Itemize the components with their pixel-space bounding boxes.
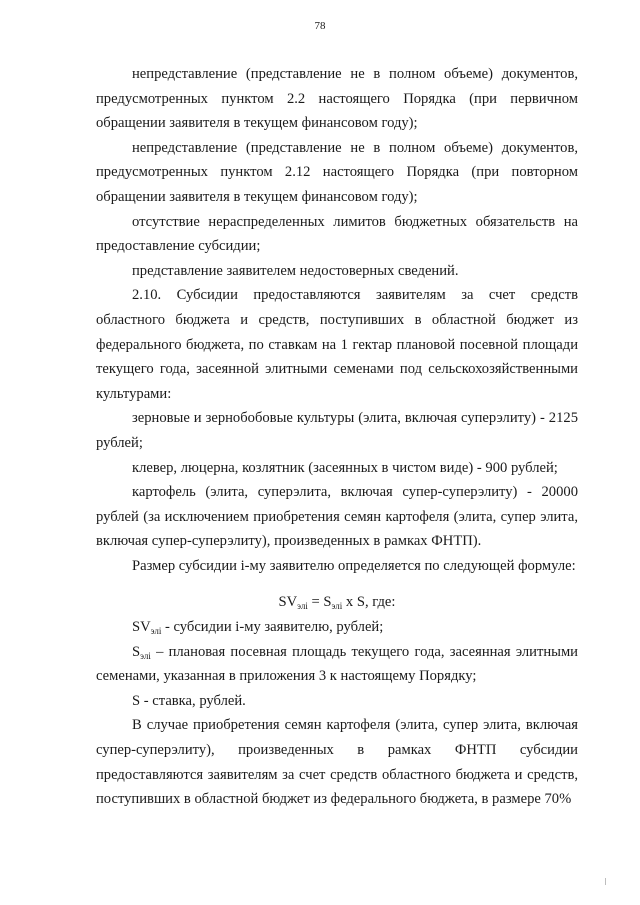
- paragraph-nonsubmission-2-2: непредставление (представление не в полном объеме) документов, предусмотренных пунктом 2.2 настоящего Порядка (при первичном обращении заявителя в текущем финансовом году);: [96, 66, 578, 132]
- formula-lhs-sub: элi: [297, 601, 308, 612]
- definition-text: - ставка, рублей.: [140, 692, 246, 709]
- paragraph-potato-rate: картофель (элита, суперэлита, включая супер-суперэлиту) - 20000 рублей (за исключением приобретения семян картофеля (элита, супер элита, включая супер-суперэлиту), произведенных в рамках ФНТП).: [96, 484, 578, 550]
- definition-text: – плановая посевная площадь текущего года, засеянная элитными семенами, указанная в приложения 3 к настоящему Порядку;: [96, 643, 578, 685]
- scan-edge-mark: [605, 878, 606, 885]
- subsidy-formula: [96, 590, 578, 615]
- definition-text: - субсидии i-му заявителю, рублей;: [161, 619, 384, 636]
- paragraph-nonsubmission-2-12: непредставление (представление не в полном объеме) документов, предусмотренных пунктом 2.12 настоящего Порядка (при повторном обращении заявителя в текущем финансовом году);: [96, 139, 578, 205]
- paragraph-section-2-10: 2.10. Субсидии предоставляются заявителям за счет средств областного бюджета и средств, поступивших в областной бюджет из федерального бюджета, по ставкам на 1 гектар плановой посевной площади текущего года, засеянной элитными семенами под сельскохозяйственными культурами:: [96, 287, 578, 402]
- formula-equals: =: [307, 594, 324, 611]
- definition-symbol: SV: [132, 619, 151, 636]
- page-number: 78: [314, 20, 326, 32]
- paragraph-potato-fntp: В случае приобретения семян картофеля (элита, супер элита, включая супер-суперэлиту), произведенных в рамках ФНТП субсидии предоставляются заявителям за счет средств областного бюджета и средств, поступивших в областной бюджет из федерального бюджета, в размере 70%: [96, 717, 578, 808]
- paragraph-false-info: представление заявителем недостоверных сведений.: [132, 262, 459, 279]
- paragraph-formula-intro: Размер субсидии i-му заявителю определяется по следующей формуле:: [132, 557, 576, 574]
- definition-symbol: S: [132, 692, 141, 709]
- formula-lhs: SV: [278, 594, 298, 611]
- formula-rhs-area: S: [323, 594, 332, 611]
- paragraph-grain-rate: зерновые и зернобобовые культуры (элита, включая суперэлиту) - 2125 рублей;: [96, 410, 578, 451]
- formula-rhs-area-sub: элi: [331, 601, 343, 612]
- definition-area: [96, 640, 578, 689]
- formula-rest: x S, где:: [342, 594, 396, 611]
- definition-symbol-sub: элi: [140, 650, 151, 661]
- definition-subsidy: [96, 615, 578, 640]
- definition-symbol-sub: элi: [150, 626, 162, 637]
- paragraph-no-limits: отсутствие нераспределенных лимитов бюджетных обязательств на предоставление субсидии;: [96, 213, 578, 255]
- definition-symbol: S: [132, 643, 141, 660]
- definition-rate: [96, 689, 578, 714]
- paragraph-clover-rate: клевер, люцерна, козлятник (засеянных в чистом виде) - 900 рублей;: [132, 459, 558, 476]
- document-body: [96, 62, 578, 812]
